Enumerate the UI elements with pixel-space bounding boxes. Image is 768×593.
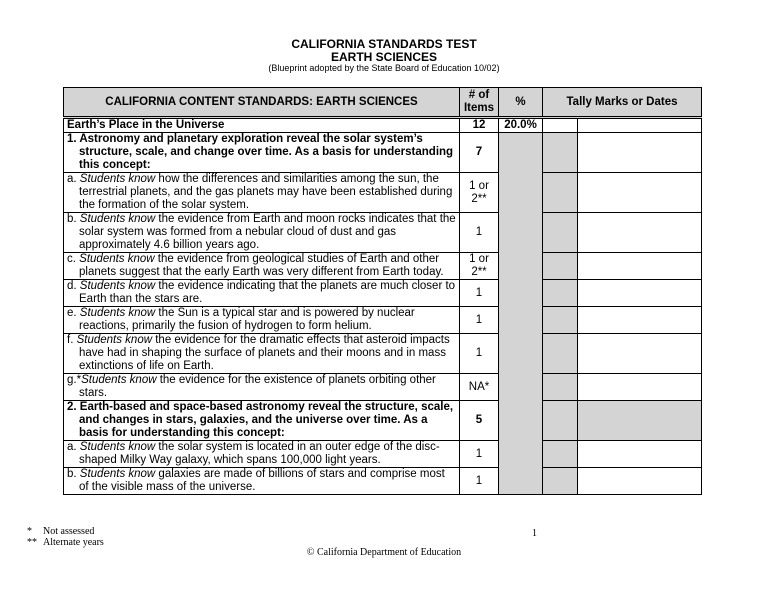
tally-cell[interactable]	[543, 334, 578, 374]
tally-cell[interactable]	[543, 401, 578, 441]
standard-text: e. Students know the Sun is a typical star and is powered by nuclear reactions, primarily the fusion of hydrogen to form helium.	[64, 307, 460, 334]
tally-cell[interactable]	[578, 173, 702, 213]
items-value: 1	[460, 334, 499, 374]
standard-heading: 2. Earth-based and space-based astronomy reveal the structure, scale, and changes in stars, galaxies, and the universe over time. As a basis for understanding this concept:	[64, 401, 460, 441]
table-header-row	[64, 88, 702, 118]
tally-cell[interactable]	[543, 468, 578, 495]
standard-text: d. Students know the evidence indicating that the planets are much closer to Earth than the stars are.	[64, 280, 460, 307]
tally-cell[interactable]	[543, 307, 578, 334]
items-value: NA*	[460, 374, 499, 401]
tally-cell[interactable]	[543, 173, 578, 213]
table-row	[64, 441, 702, 468]
table-row	[64, 307, 702, 334]
tally-cell[interactable]	[543, 280, 578, 307]
items-value: 1 or 2**	[460, 253, 499, 280]
table-row	[64, 253, 702, 280]
tally-cell[interactable]	[543, 253, 578, 280]
tally-cell[interactable]	[578, 253, 702, 280]
tally-cell[interactable]	[543, 133, 578, 173]
copyright: © California Department of Education	[306, 547, 462, 558]
table-row	[64, 374, 702, 401]
section-items: 12	[460, 118, 499, 133]
section-row	[64, 118, 702, 133]
standard-text: f. Students know the evidence for the dramatic effects that asteroid impacts have had in shaping the surface of planets and their moons and in mass extinctions of life on Earth.	[64, 334, 460, 374]
standard-text: a. Students know how the differences and similarities among the sun, the terrestrial planets, and the gas planets may have been established during the formation of the solar system.	[64, 173, 460, 213]
footnote-alternate-years: ** Alternate years	[27, 537, 104, 548]
items-value: 1	[460, 213, 499, 253]
tally-cell[interactable]	[578, 133, 702, 173]
tally-cell[interactable]	[543, 118, 578, 133]
table-row	[64, 173, 702, 213]
page-number: 1	[532, 528, 537, 539]
items-value: 1	[460, 468, 499, 495]
tally-cell[interactable]	[578, 334, 702, 374]
table-row	[64, 280, 702, 307]
standard-text: b. Students know galaxies are made of billions of stars and comprise most of the visible mass of the universe.	[64, 468, 460, 495]
tally-cell[interactable]	[543, 374, 578, 401]
page-subtitle: EARTH SCIENCES	[330, 50, 437, 64]
percent-spacer	[499, 133, 543, 495]
tally-cell[interactable]	[578, 307, 702, 334]
items-value: 5	[460, 401, 499, 441]
tally-cell[interactable]	[543, 441, 578, 468]
table-row	[64, 133, 702, 173]
tally-cell[interactable]	[543, 213, 578, 253]
tally-cell[interactable]	[578, 441, 702, 468]
page-title: CALIFORNIA STANDARDS TEST	[291, 37, 477, 51]
items-value: 7	[460, 133, 499, 173]
items-value: 1 or 2**	[460, 173, 499, 213]
table-row	[64, 334, 702, 374]
items-value: 1	[460, 441, 499, 468]
col-percent-header: %	[499, 88, 543, 118]
tally-cell[interactable]	[578, 374, 702, 401]
standard-text: g.*Students know the evidence for the existence of planets orbiting other stars.	[64, 374, 460, 401]
col-items-header: # of Items	[460, 88, 499, 118]
table-row	[64, 401, 702, 441]
standards-table	[63, 87, 702, 495]
table-row	[64, 213, 702, 253]
table-row	[64, 468, 702, 495]
footnote-not-assessed: * Not assessed	[27, 526, 95, 537]
tally-cell[interactable]	[578, 118, 702, 133]
standard-text: a. Students know the solar system is located in an outer edge of the disc-shaped Milky Way galaxy, which spans 100,000 light years.	[64, 441, 460, 468]
col-standards-header: CALIFORNIA CONTENT STANDARDS: EARTH SCIENCES	[64, 88, 460, 118]
tally-cell[interactable]	[578, 401, 702, 441]
standard-text: b. Students know the evidence from Earth and moon rocks indicates that the solar system was formed from a nebular cloud of dust and gas approximately 4.6 billion years ago.	[64, 213, 460, 253]
col-tally-header: Tally Marks or Dates	[543, 88, 702, 118]
items-value: 1	[460, 307, 499, 334]
section-label: Earth’s Place in the Universe	[64, 118, 460, 133]
section-percent: 20.0%	[499, 118, 543, 133]
tally-cell[interactable]	[578, 468, 702, 495]
tally-cell[interactable]	[578, 213, 702, 253]
tally-cell[interactable]	[578, 280, 702, 307]
standard-heading: 1. Astronomy and planetary exploration reveal the solar system’s structure, scale, and change over time. As a basis for understanding this concept:	[64, 133, 460, 173]
standard-text: c. Students know the evidence from geological studies of Earth and other planets suggest that the early Earth was very different from Earth today.	[64, 253, 460, 280]
blueprint-note: (Blueprint adopted by the State Board of Education 10/02)	[268, 63, 500, 73]
items-value: 1	[460, 280, 499, 307]
